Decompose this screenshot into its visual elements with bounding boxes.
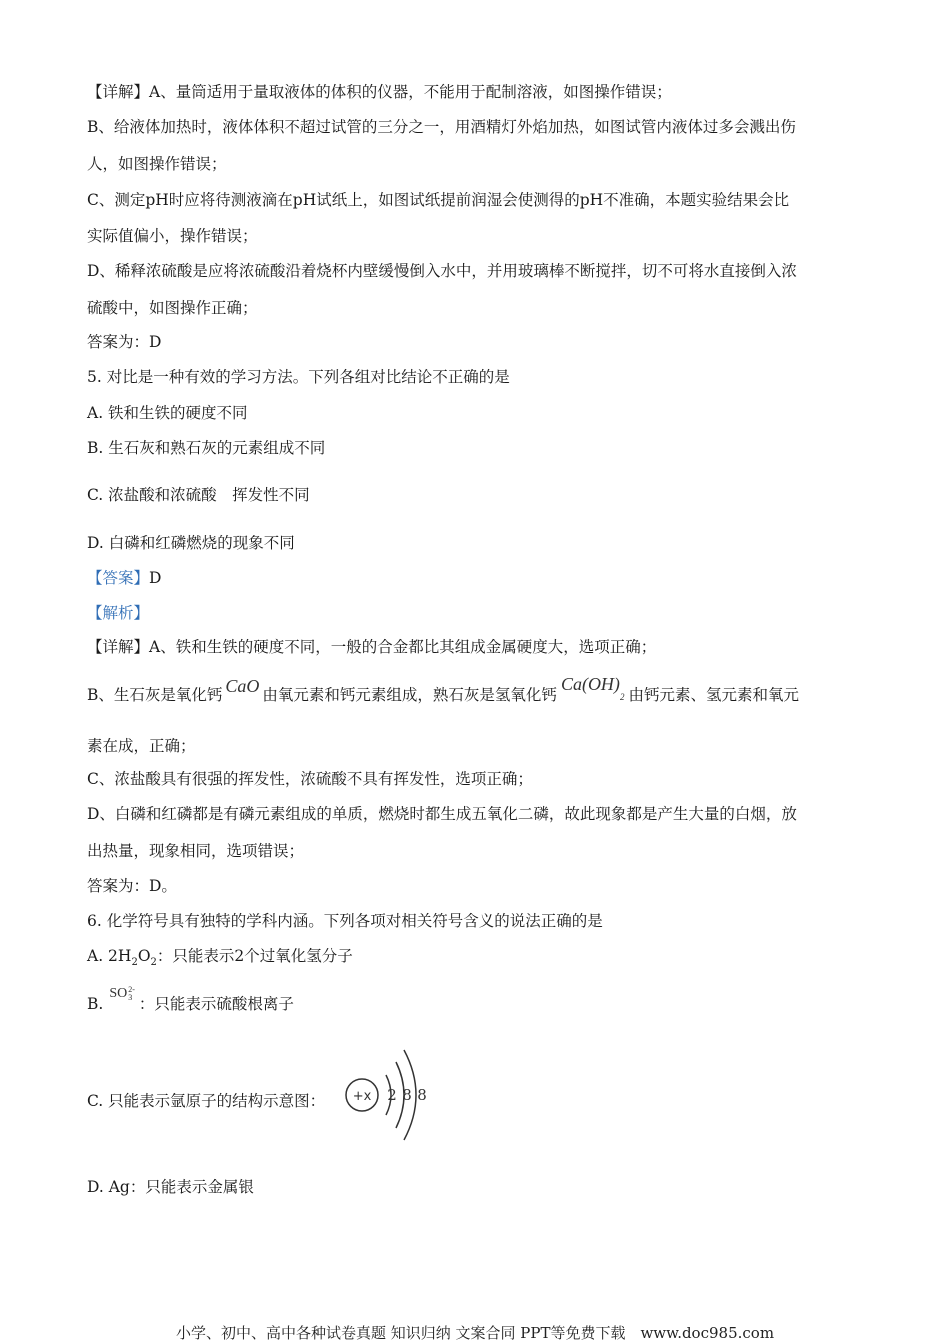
detail-d: D、白磷和红磷都是有磷元素组成的单质，燃烧时都生成五氧化二磷，故此现象都是产生大量的白烟，放 [87, 805, 797, 823]
atom-diagram-svg [340, 1040, 440, 1150]
answer-value: D [149, 569, 162, 587]
formula-so3-charge: 2- [128, 984, 135, 994]
page-footer: 小学、初中、高中各种试卷真题 知识归纳 文案合同 PPT等免费下载 www.doc985.com [175, 1324, 775, 1342]
analysis-label: 【解析】 [87, 604, 150, 622]
question-5: 5. 对比是一种有效的学习方法。下列各组对比结论不正确的是 [87, 368, 510, 386]
answer-line [87, 568, 161, 588]
option-5b: B. 生石灰和熟石灰的元素组成不同 [87, 439, 326, 457]
line-8: 答案为：D [87, 333, 162, 351]
shell-2-electrons: 8 [402, 1086, 412, 1104]
line-5: 实际值偏小，操作错误； [87, 227, 258, 245]
line-2: B、给液体加热时，液体体积不超过试管的三分之一，用酒精灯外焰加热，如图试管内液体过多会溅出伤 [87, 118, 796, 136]
option-5a: A. 铁和生铁的硬度不同 [87, 404, 248, 422]
option-6b-pre: B. [87, 995, 104, 1013]
option-6d: D. Ag：只能表示金属银 [87, 1178, 254, 1196]
line-7: 硫酸中，如图操作正确； [87, 299, 258, 317]
atom-structure-diagram [340, 1040, 440, 1150]
option-6a-mid: O [137, 947, 151, 965]
line-1: 【详解】A、量筒适用于量取液体的体积的仪器，不能用于配制溶液，如图操作错误； [87, 83, 672, 101]
detail-b-part2: 由氧元素和钙元素组成，熟石灰是氢氧化钙 [262, 686, 557, 704]
detail-a: 【详解】A、铁和生铁的硬度不同，一般的合金都比其组成金属硬度大，选项正确； [87, 638, 657, 656]
option-6b [87, 984, 294, 1016]
option-6a-post: ：只能表示2个过氧化氢分子 [156, 947, 353, 965]
shell-3-electrons: 8 [417, 1086, 427, 1104]
option-6a-pre: A. 2H [87, 947, 132, 965]
option-6b-post: ：只能表示硫酸根离子 [138, 995, 294, 1013]
formula-cao: CaO [225, 676, 260, 696]
detail-c: C、浓盐酸具有很强的挥发性，浓硫酸不具有挥发性，选项正确； [87, 770, 533, 788]
shell-1-electrons: 2 [387, 1086, 397, 1104]
nucleus-label: +x [352, 1089, 372, 1104]
line-3: 人，如图操作错误； [87, 155, 227, 173]
option-6a [87, 946, 353, 973]
detail-d-cont: 出热量，现象相同，选项错误； [87, 842, 305, 860]
answer-label: 【答案】 [87, 569, 150, 587]
option-6a-sub2: 2 [150, 957, 157, 969]
line-6: D、稀释浓硫酸是应将浓硫酸沿着烧杯内壁缓慢倒入水中，并用玻璃棒不断搅拌，切不可将水直接倒入浓 [87, 262, 797, 280]
option-5c: C. 浓盐酸和浓硫酸 挥发性不同 [87, 486, 310, 504]
question-6: 6. 化学符号具有独特的学科内涵。下列各项对相关符号含义的说法正确的是 [87, 912, 603, 930]
detail-b-part1: B、生石灰是氧化钙 [87, 686, 223, 704]
option-6c: C. 只能表示氩原子的结构示意图： [87, 1092, 326, 1110]
formula-caoh2: Ca(OH) [560, 674, 620, 694]
detail-b-part3: 由钙元素、氢元素和氧元 [628, 686, 799, 704]
option-6a-sub1: 2 [131, 957, 138, 969]
answer-summary: 答案为：D。 [87, 877, 177, 895]
formula-so3 [109, 986, 135, 1001]
detail-b [87, 674, 799, 707]
formula-caoh2-sub: 2 [619, 692, 625, 702]
detail-b-cont: 素在成，正确； [87, 737, 196, 755]
line-4: C、测定pH时应将待测液滴在pH试纸上，如图试纸提前润湿会使测得的pH不准确，本题实验结果会比 [87, 191, 790, 209]
formula-so3-base: SO [109, 986, 128, 1001]
formula-so3-sub: 3 [128, 992, 133, 1002]
option-5d: D. 白磷和红磷燃烧的现象不同 [87, 534, 295, 552]
